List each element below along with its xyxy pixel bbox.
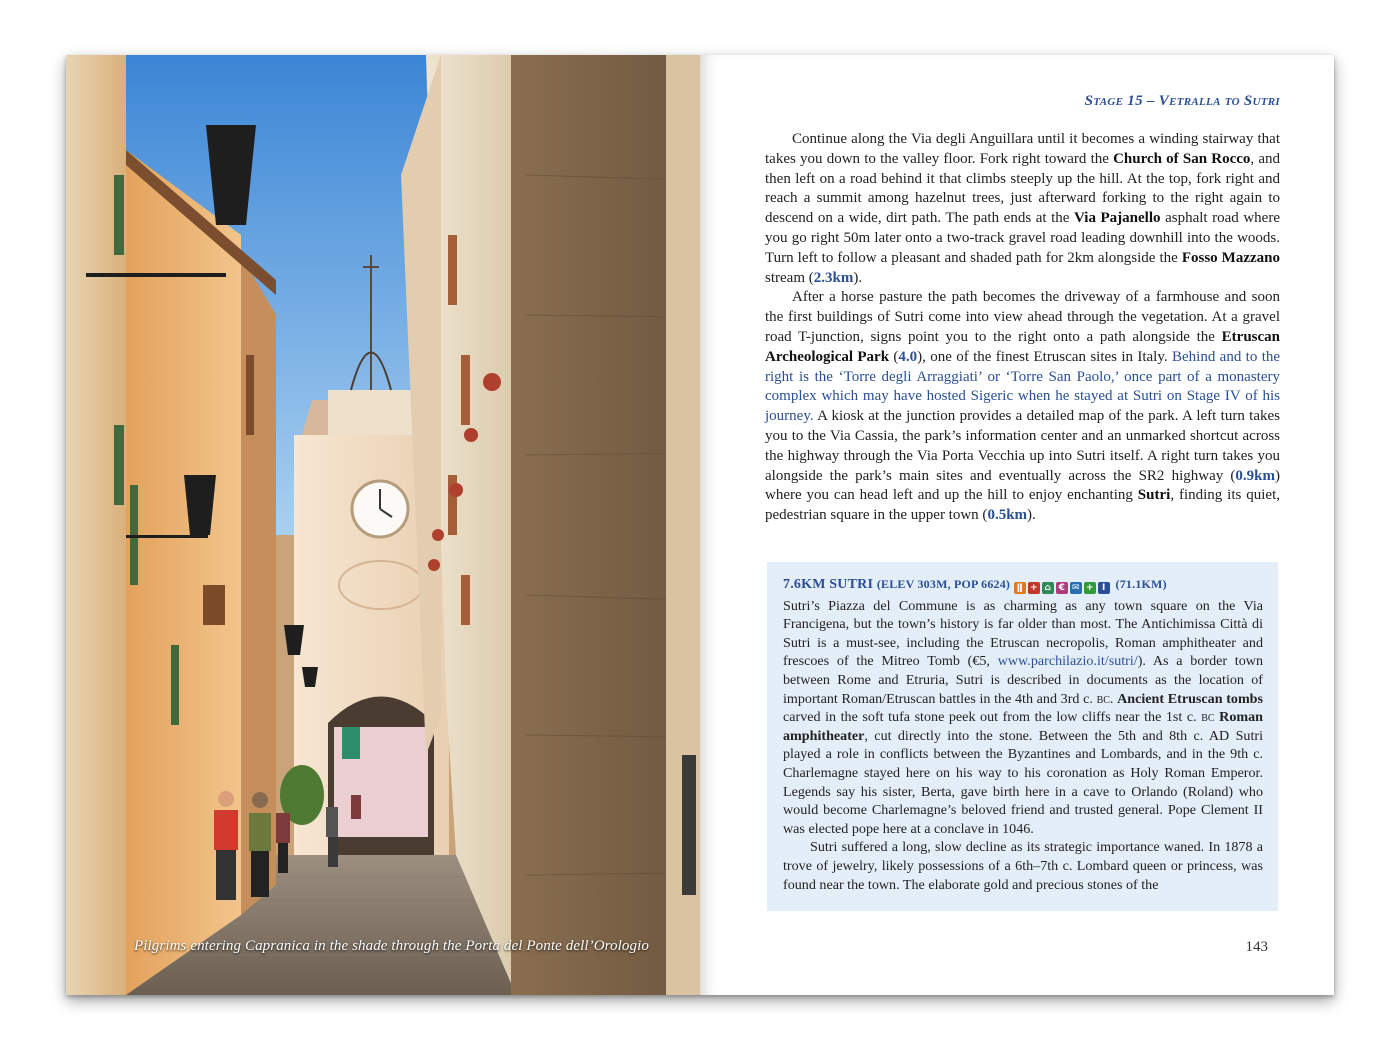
running-head: Stage 15 – Vetralla to Sutri xyxy=(1084,93,1280,109)
paragraph-1 xyxy=(765,130,1280,288)
text-run: After a horse pasture the path becomes the driveway of a farmhouse and soon the first buildings of Sutri come into view ahead through the vegetation. At a gravel road T-junction, signs point you to the right onto a path alongside the xyxy=(765,289,1280,345)
text-run: stream ( xyxy=(765,269,814,286)
place-etruscan-tombs: Ancient Etruscan tombs xyxy=(1117,690,1264,707)
town-name: 7.6KM SUTRI xyxy=(783,577,874,592)
text-run: ( xyxy=(889,348,899,365)
hospital-icon: + xyxy=(1028,582,1040,594)
text-run: ) where you can head left and up the hill to enjoy enchanting xyxy=(765,467,1280,504)
text-run: asphalt road where you go right 50m later onto a two-track gravel road leading downhill into the woods. Turn left to follow a pleasant and shaded path for 2km alongside the xyxy=(765,210,1280,266)
text-run: ). xyxy=(1027,507,1036,524)
book-spread xyxy=(66,55,1334,995)
post-office-icon: ✉ xyxy=(1070,582,1082,594)
street-photo xyxy=(66,55,700,995)
text-run: Continue along the Via degli Anguillara until it becomes a winding stairway that takes you down to the valley floor. Fork right toward the xyxy=(765,131,1280,167)
text-run: , finding its quiet, pedestrian square in the upper town ( xyxy=(765,487,1280,524)
text-run: Sutri’s Piazza del Commune is as charming as any town square on the Via Francigena, but the town’s history is far older than most. The Antichimissa Città di Sutri is a must-see, including the Etruscan necropolis, Roman amphitheater and frescoes of the Mitreo Tomb (€5, xyxy=(783,597,1263,670)
place-roman-amphitheater: Roman amphitheater xyxy=(783,709,1263,744)
tourist-info-icon: I xyxy=(1098,582,1110,594)
restaurant-icon: ǁ xyxy=(1014,582,1026,594)
distance-marker: 2.3km xyxy=(813,269,854,286)
text-run: , and then left on a road behind it that climbs steeply up the hill. At the top, fork right and reach a summit among hazelnut trees, just afterward forking to the right again to descend on a wide, dirt path. The path ends at the xyxy=(765,150,1280,227)
text-run: ). As a border town between Rome and Etruria, Sutri is described in documents as the location of important Roman/Etruscan battles in the 4th and 3rd c. xyxy=(783,653,1263,707)
info-paragraph-2: Sutri suffered a long, slow decline as its strategic importance waned. In 1878 a trove of jewelry, likely possessions of a 6th–7th c. Lombard queen or princess, was found near the town. The elaborate gold and precious stones of the xyxy=(783,839,1263,893)
atm-icon: € xyxy=(1056,582,1068,594)
text-run: carved in the soft tufa stone peek out from the low cliffs near the 1st c. xyxy=(783,709,1202,726)
photo-caption: Pilgrims entering Capranica in the shade through the Porta del Ponte dell’Orologio xyxy=(134,938,649,954)
page-number: 143 xyxy=(1245,939,1268,955)
facility-icons xyxy=(1014,578,1112,597)
place-sutri: Sutri xyxy=(1137,487,1171,504)
accommodation-icon: ⌂ xyxy=(1042,582,1054,594)
website-link[interactable]: www.parchilazio.it/sutri/ xyxy=(997,653,1138,670)
text-run: ). xyxy=(853,269,863,286)
town-info-content xyxy=(783,575,1263,894)
paragraph-2 xyxy=(765,288,1280,526)
text-run: . xyxy=(1109,690,1118,707)
text-run: ), one of the finest Etruscan sites in Italy. xyxy=(917,348,1172,365)
era-abbrev: bc xyxy=(1096,690,1110,707)
town-details: (ELEV 303M, POP 6624) xyxy=(876,577,1011,591)
town-info-box xyxy=(767,562,1278,911)
photo-page xyxy=(66,55,700,995)
distance-marker: 4.0 xyxy=(898,348,918,365)
total-distance: (71.1KM) xyxy=(1115,577,1167,591)
distance-marker: 0.5km xyxy=(987,507,1028,524)
place-etruscan-park: Etruscan Archeological Park xyxy=(765,328,1280,365)
place-fosso-mazzano: Fosso Mazzano xyxy=(1181,249,1281,266)
town-heading xyxy=(783,575,1263,597)
text-page xyxy=(700,55,1334,995)
text-run: , cut directly into the stone. Between the 5th and 8th c. AD Sutri played a role in conflicts between the Byzantines and Lombards, and in the 9th c. Charlemagne stayed here on his way to his coronation as Holy Roman Emperor. Legends say his sister, Berta, gave birth here in a cave to Orlando (Roland) who would become Charlemagne’s beloved friend and trusted general. Pope Clement II was elected pope here at a conclave in 1046. xyxy=(783,727,1263,837)
place-church-san-rocco: Church of San Rocco xyxy=(1113,150,1251,167)
sigeric-note: Behind and to the right is the ‘Torre degli Arraggiati’ or ‘Torre San Paolo,’ once part of a monastery complex which may have hosted Sigeric when he stayed at Sutri on Stage IV of his journey. xyxy=(765,348,1281,425)
text-run: A kiosk at the junction provides a detailed map of the park. A left turn takes you to the Via Cassia, the park’s information center and an unmarked shortcut across the highway through the Via Porta Vecchia up into Sutri itself. A right turn takes you alongside the park’s main sites and eventually across the SR2 highway ( xyxy=(765,408,1280,484)
pharmacy-icon: + xyxy=(1084,582,1096,594)
era-abbrev: bc xyxy=(1201,709,1215,726)
place-via-pajanello: Via Pajanello xyxy=(1074,210,1161,227)
body-text xyxy=(765,130,1280,526)
info-paragraph-1 xyxy=(783,597,1263,839)
distance-marker: 0.9km xyxy=(1235,467,1275,484)
